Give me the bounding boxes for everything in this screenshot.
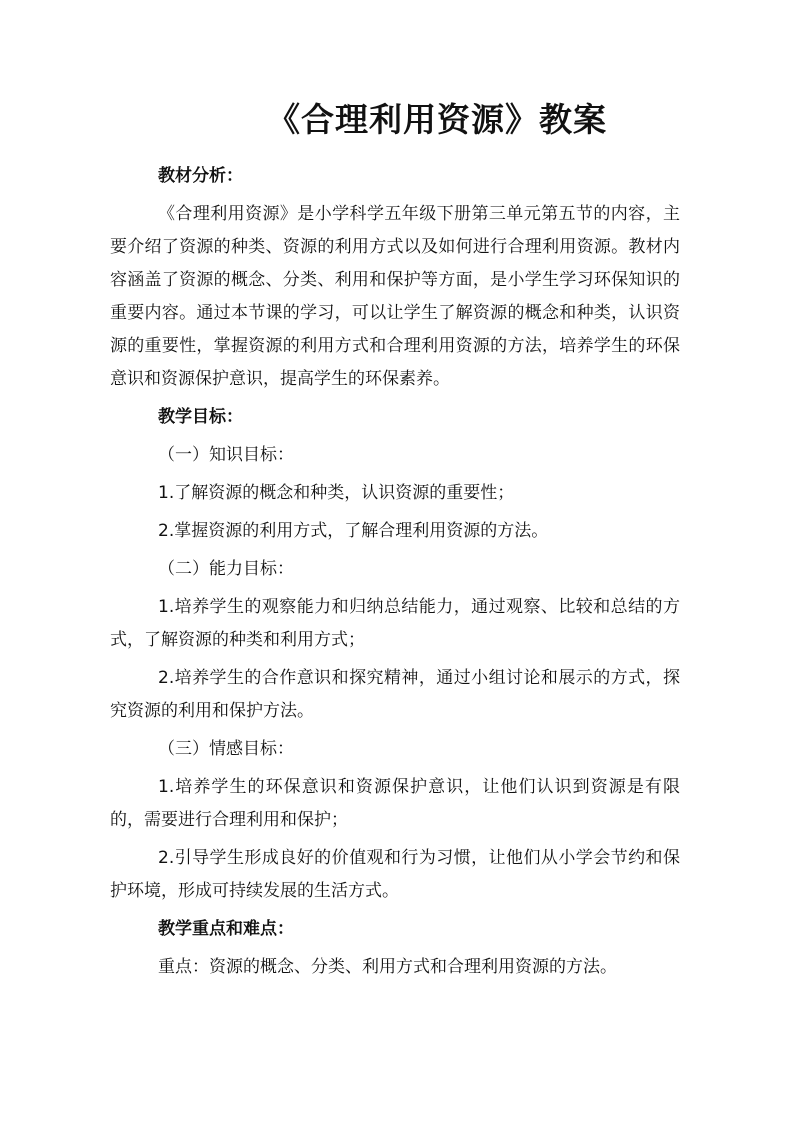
- emotion-item-1: 1.培养学生的环保意识和资源保护意识，让他们认识到资源是有限的，需要进行合理利用和保护；: [110, 777, 680, 830]
- knowledge-item-2: 2.掌握资源的利用方式，了解合理利用资源的方法。: [158, 521, 549, 541]
- emotion-heading: （三）情感目标：: [158, 739, 294, 759]
- knowledge-heading: （一）知识目标：: [158, 445, 294, 465]
- analysis-heading: 教材分析：: [158, 166, 243, 186]
- document-title: 《合理利用资源》教案: [267, 100, 607, 139]
- ability-item-1: 1.培养学生的观察能力和归纳总结能力，通过观察、比较和总结的方式，了解资源的种类和利用方式；: [110, 597, 680, 650]
- key-points-heading: 教学重点和难点：: [158, 919, 294, 939]
- emotion-item-2: 2.引导学生形成良好的价值观和行为习惯，让他们从小学会节约和保护环境，形成可持续发展的生活方式。: [110, 848, 680, 901]
- knowledge-item-1: 1.了解资源的概念和种类，认识资源的重要性；: [158, 483, 515, 503]
- analysis-paragraph: 《合理利用资源》是小学科学五年级下册第三单元第五节的内容，主要介绍了资源的种类、资源的利用方式以及如何进行合理利用资源。教材内容涵盖了资源的概念、分类、利用和保护等方面，是小学生学习环保知识的重要内容。通过本节课的学习，可以让学生了解资源的概念和种类，认识资源的重要性，掌握资源的利用方式和合理利用资源的方法，培养学生的环保意识和资源保护意识，提高学生的环保素养。: [110, 204, 680, 389]
- ability-heading: （二）能力目标：: [158, 559, 294, 579]
- key-points-text: 重点：资源的概念、分类、利用方式和合理利用资源的方法。: [158, 957, 617, 977]
- goals-heading: 教学目标：: [158, 407, 243, 427]
- ability-item-2: 2.培养学生的合作意识和探究精神，通过小组讨论和展示的方式，探究资源的利用和保护方法。: [110, 668, 680, 721]
- document-body: [110, 160, 680, 984]
